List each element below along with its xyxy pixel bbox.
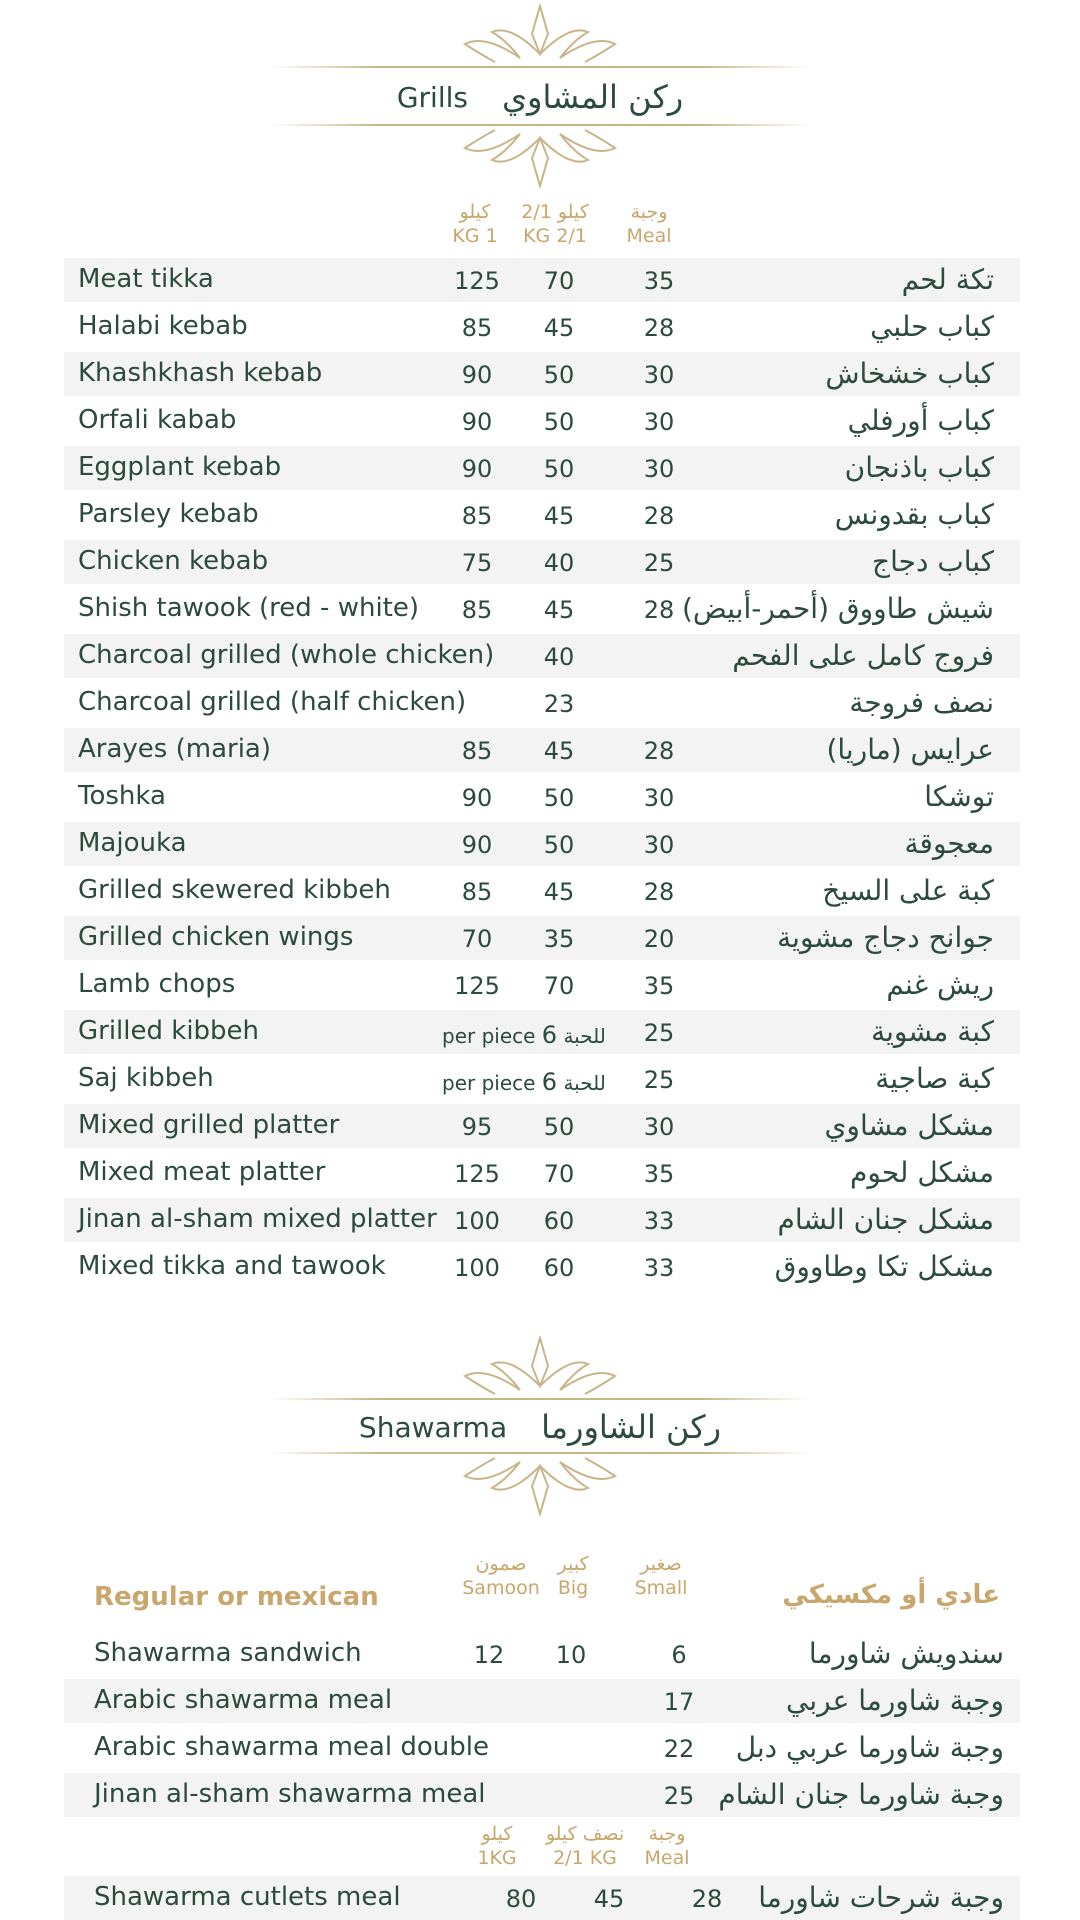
item-name-ar: توشكا bbox=[924, 780, 994, 813]
item-name-en: Toshka bbox=[78, 781, 166, 811]
item-name-en: Saj kibbeh bbox=[78, 1063, 214, 1093]
menu-row bbox=[64, 352, 1020, 396]
item-name-en: Mixed tikka and tawook bbox=[78, 1251, 386, 1281]
menu-row bbox=[64, 305, 1020, 349]
price-meal: 30 bbox=[643, 1113, 675, 1141]
shawarma-divider-1 bbox=[270, 1398, 810, 1400]
item-name-en: Eggplant kebab bbox=[78, 452, 282, 482]
item-name-en: Khashkhash kebab bbox=[78, 358, 323, 388]
item-name-ar: كبة مشوية bbox=[871, 1015, 994, 1048]
item-name-en: Arayes (maria) bbox=[78, 734, 271, 764]
cutlets-row bbox=[64, 1876, 1020, 1920]
price-kg: 85 bbox=[461, 314, 493, 342]
price-kg: 90 bbox=[461, 408, 493, 436]
col-samoon-header: صمون Samoon bbox=[462, 1553, 540, 1599]
price-kg: 85 bbox=[461, 878, 493, 906]
shawarma-row bbox=[64, 1773, 1020, 1817]
price-half: 50 bbox=[543, 831, 575, 859]
price-kg: 90 bbox=[461, 361, 493, 389]
price-kg: 125 bbox=[454, 972, 500, 1000]
item-name-en: Mixed meat platter bbox=[78, 1157, 326, 1187]
lotus-ornament-icon bbox=[270, 1336, 810, 1396]
menu-row bbox=[64, 1104, 1020, 1148]
shawarma-top-ornament bbox=[270, 1336, 810, 1396]
price-meal: 35 bbox=[643, 972, 675, 1000]
grills-title-en: Grills bbox=[396, 80, 468, 114]
menu-row bbox=[64, 399, 1020, 443]
item-name-en: Grilled skewered kibbeh bbox=[78, 875, 391, 905]
per-piece-price: per piece للحبة 6 bbox=[442, 1021, 606, 1049]
shawarma-title-en: Shawarma bbox=[358, 1410, 508, 1444]
shawarma-row bbox=[64, 1679, 1020, 1723]
menu-row bbox=[64, 728, 1020, 772]
price-meal: 35 bbox=[643, 267, 675, 295]
item-name-ar: كباب أورفلي bbox=[847, 404, 994, 437]
price-kg: 125 bbox=[454, 267, 500, 295]
menu-row bbox=[64, 1010, 1020, 1054]
menu-row bbox=[64, 1151, 1020, 1195]
item-name-en: Orfali kabab bbox=[78, 405, 237, 435]
menu-row bbox=[64, 681, 1020, 725]
price-meal: 28 bbox=[643, 878, 675, 906]
menu-row bbox=[64, 634, 1020, 678]
item-name-en: Majouka bbox=[78, 828, 187, 858]
price-half: 35 bbox=[543, 925, 575, 953]
price-meal: 28 bbox=[691, 1885, 723, 1913]
price-kg: 80 bbox=[505, 1885, 537, 1913]
bottom-ornament bbox=[270, 128, 810, 188]
menu-row bbox=[64, 258, 1020, 302]
price-kg: 70 bbox=[461, 925, 493, 953]
price-half: 70 bbox=[543, 1160, 575, 1188]
item-name-en: Lamb chops bbox=[78, 969, 236, 999]
menu-row bbox=[64, 775, 1020, 819]
item-name-ar: معجوقة bbox=[904, 827, 994, 860]
price-big: 10 bbox=[555, 1641, 587, 1669]
shawarma-title bbox=[0, 1408, 1080, 1446]
price-small: 25 bbox=[663, 1782, 695, 1810]
lotus-ornament-icon bbox=[270, 1456, 810, 1516]
price-meal: 30 bbox=[643, 408, 675, 436]
price-half: 60 bbox=[543, 1254, 575, 1282]
item-name-en: Halabi kebab bbox=[78, 311, 248, 341]
menu-row bbox=[64, 1057, 1020, 1101]
price-half: 40 bbox=[543, 643, 575, 671]
price-meal: 28 bbox=[643, 737, 675, 765]
price-meal: 35 bbox=[643, 1160, 675, 1188]
price-half: 50 bbox=[543, 408, 575, 436]
menu-row bbox=[64, 587, 1020, 631]
shawarma-row bbox=[64, 1726, 1020, 1770]
shawarma-bottom-ornament bbox=[270, 1456, 810, 1516]
price-half: 50 bbox=[543, 1113, 575, 1141]
price-half: 23 bbox=[543, 690, 575, 718]
price-kg: 100 bbox=[454, 1207, 500, 1235]
price-half: 45 bbox=[543, 878, 575, 906]
item-name-ar: وجبة شاورما عربي bbox=[786, 1684, 1004, 1717]
shawarma-group-en: Regular or mexican bbox=[94, 1582, 379, 1612]
price-kg: 90 bbox=[461, 831, 493, 859]
price-half: 50 bbox=[543, 361, 575, 389]
item-name-ar: وجبة شرحات شاورما bbox=[758, 1881, 1004, 1914]
price-meal: 30 bbox=[643, 831, 675, 859]
col-big-header: كبير Big bbox=[557, 1553, 589, 1599]
item-name-en: Arabic shawarma meal double bbox=[94, 1732, 489, 1762]
menu-row bbox=[64, 963, 1020, 1007]
item-name-en: Meat tikka bbox=[78, 264, 214, 294]
price-small: 6 bbox=[671, 1641, 687, 1669]
item-name-ar: مشكل مشاوي bbox=[824, 1109, 994, 1142]
price-half: 60 bbox=[543, 1207, 575, 1235]
price-kg: 85 bbox=[461, 737, 493, 765]
top-ornament bbox=[270, 4, 810, 64]
shawarma-row bbox=[64, 1632, 1020, 1676]
item-name-en: Chicken kebab bbox=[78, 546, 269, 576]
top-divider-1 bbox=[270, 66, 810, 68]
price-kg: 125 bbox=[454, 1160, 500, 1188]
price-meal: 25 bbox=[643, 1019, 675, 1047]
item-name-ar: فروج كامل على الفحم bbox=[732, 639, 994, 672]
col-meal-header-2: وجبة Meal bbox=[644, 1823, 690, 1869]
item-name-ar: وجبة شاورما جنان الشام bbox=[718, 1778, 1004, 1811]
col-kg1-header: كيلو KG 1 bbox=[452, 201, 498, 247]
menu-row bbox=[64, 916, 1020, 960]
item-name-ar: شيش طاووق (أحمر-أبيض) bbox=[682, 592, 994, 625]
price-meal: 28 bbox=[643, 314, 675, 342]
item-name-ar: كباب باذنجان bbox=[844, 451, 994, 484]
price-half: 45 bbox=[543, 314, 575, 342]
menu-row bbox=[64, 1198, 1020, 1242]
col-kg-header-2: كيلو 1KG bbox=[477, 1823, 517, 1869]
menu-row bbox=[64, 493, 1020, 537]
price-half: 70 bbox=[543, 972, 575, 1000]
menu-row bbox=[64, 540, 1020, 584]
item-name-ar: كبة صاجية bbox=[875, 1062, 994, 1095]
per-piece-price: per piece للحبة 6 bbox=[442, 1068, 606, 1096]
price-kg: 90 bbox=[461, 455, 493, 483]
menu-row bbox=[64, 869, 1020, 913]
item-name-en: Grilled kibbeh bbox=[78, 1016, 260, 1046]
menu-row bbox=[64, 1245, 1020, 1289]
item-name-ar: ريش غنم bbox=[886, 968, 994, 1001]
item-name-ar: كباب بقدونس bbox=[834, 498, 994, 531]
item-name-ar: كباب حلبي bbox=[870, 310, 994, 343]
price-small: 17 bbox=[663, 1688, 695, 1716]
price-meal: 33 bbox=[643, 1254, 675, 1282]
item-name-ar: كباب دجاج bbox=[872, 545, 994, 578]
item-name-ar: نصف فروجة bbox=[849, 686, 994, 719]
price-kg: 95 bbox=[461, 1113, 493, 1141]
price-half: 45 bbox=[543, 502, 575, 530]
price-half: 50 bbox=[543, 784, 575, 812]
col-small-header: صغير Small bbox=[634, 1553, 688, 1599]
item-name-en: Parsley kebab bbox=[78, 499, 259, 529]
price-half: 50 bbox=[543, 455, 575, 483]
item-name-ar: تكة لحم bbox=[901, 263, 994, 296]
price-half: 70 bbox=[543, 267, 575, 295]
item-name-en: Jinan al-sham shawarma meal bbox=[94, 1779, 486, 1809]
item-name-ar: كبة على السيخ bbox=[822, 874, 994, 907]
item-name-en: Shish tawook (red - white) bbox=[78, 593, 419, 623]
price-meal: 30 bbox=[643, 784, 675, 812]
price-half: 45 bbox=[543, 737, 575, 765]
price-kg: 75 bbox=[461, 549, 493, 577]
price-meal: 20 bbox=[643, 925, 675, 953]
item-name-en: Shawarma cutlets meal bbox=[94, 1882, 401, 1912]
price-meal: 30 bbox=[643, 361, 675, 389]
price-kg: 90 bbox=[461, 784, 493, 812]
price-meal: 25 bbox=[643, 1066, 675, 1094]
item-name-en: Arabic shawarma meal bbox=[94, 1685, 393, 1715]
top-divider-2 bbox=[270, 124, 810, 126]
item-name-ar: عرايس (ماريا) bbox=[826, 733, 994, 766]
price-meal: 28 bbox=[643, 596, 675, 624]
col-half-header: 2/1 كيلو KG 2/1 bbox=[521, 201, 589, 247]
item-name-en: Grilled chicken wings bbox=[78, 922, 354, 952]
price-meal: 30 bbox=[643, 455, 675, 483]
shawarma-divider-2 bbox=[270, 1452, 810, 1454]
price-kg: 100 bbox=[454, 1254, 500, 1282]
item-name-ar: كباب خشخاش bbox=[825, 357, 994, 390]
price-samoon: 12 bbox=[473, 1641, 505, 1669]
item-name-ar: سندويش شاورما bbox=[808, 1637, 1004, 1670]
price-meal: 28 bbox=[643, 502, 675, 530]
price-half: 45 bbox=[593, 1885, 625, 1913]
lotus-ornament-icon bbox=[270, 4, 810, 64]
price-meal: 33 bbox=[643, 1207, 675, 1235]
item-name-en: Jinan al-sham mixed platter bbox=[78, 1204, 437, 1234]
price-half: 40 bbox=[543, 549, 575, 577]
item-name-ar: جوانح دجاج مشوية bbox=[777, 921, 994, 954]
item-name-ar: مشكل لحوم bbox=[850, 1156, 994, 1189]
shawarma-group-ar: عادي أو مكسيكي bbox=[782, 1580, 1000, 1610]
price-meal: 25 bbox=[643, 549, 675, 577]
col-half-header-2: نصف كيلو 2/1 KG bbox=[545, 1823, 625, 1869]
item-name-ar: مشكل جنان الشام bbox=[777, 1203, 994, 1236]
col-meal-header: وجبة Meal bbox=[626, 201, 672, 247]
grills-title bbox=[0, 78, 1080, 116]
item-name-ar: مشكل تكا وطاووق bbox=[774, 1250, 994, 1283]
lotus-ornament-icon bbox=[270, 128, 810, 188]
menu-row bbox=[64, 446, 1020, 490]
item-name-en: Charcoal grilled (whole chicken) bbox=[78, 640, 495, 670]
item-name-en: Mixed grilled platter bbox=[78, 1110, 340, 1140]
item-name-en: Charcoal grilled (half chicken) bbox=[78, 687, 467, 717]
price-kg: 85 bbox=[461, 596, 493, 624]
grills-title-ar: ركن المشاوي bbox=[501, 78, 684, 116]
price-small: 22 bbox=[663, 1735, 695, 1763]
item-name-ar: وجبة شاورما عربي دبل bbox=[735, 1731, 1004, 1764]
menu-row bbox=[64, 822, 1020, 866]
item-name-en: Shawarma sandwich bbox=[94, 1638, 362, 1668]
shawarma-title-ar: ركن الشاورما bbox=[541, 1408, 722, 1446]
price-half: 45 bbox=[543, 596, 575, 624]
price-kg: 85 bbox=[461, 502, 493, 530]
